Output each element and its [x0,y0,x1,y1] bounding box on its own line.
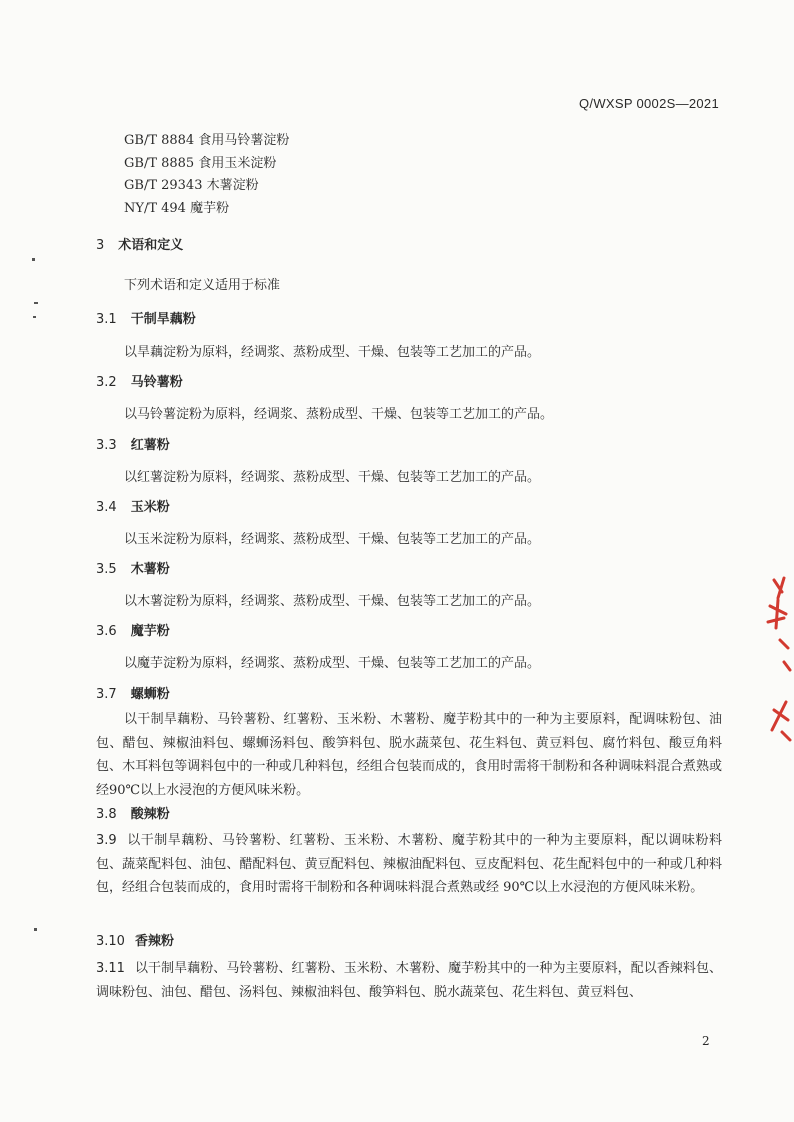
section-title: 术语和定义 [118,238,184,253]
scan-speck [34,928,37,931]
document-code: Q/WXSP 0002S—2021 [579,96,719,111]
term-number: 3.5 [96,562,117,577]
scan-speck [34,302,38,304]
page-number: 2 [702,1034,710,1048]
reference-item: NY/T 494 魔芋粉 [124,201,230,217]
paragraph-text: 以干制旱藕粉、马铃薯粉、红薯粉、玉米粉、木薯粉、魔芋粉其中的一种为主要原料，配以香辣料包、调味粉包、油包、醋包、汤料包、辣椒油料包、酸笋料包、脱水蔬菜包、花生料包、黄豆料包、 [96,961,722,1000]
numbered-paragraph [96,829,722,900]
term-heading [96,620,170,639]
term-heading [96,496,170,515]
term-heading [96,803,170,822]
term-definition: 以木薯淀粉为原料，经调浆、蒸粉成型、干燥、包装等工艺加工的产品。 [124,594,541,609]
term-heading [96,683,170,702]
term-definition: 以魔芋淀粉为原料，经调浆、蒸粉成型、干燥、包装等工艺加工的产品。 [124,656,541,671]
term-number: 3.4 [96,500,117,515]
term-definition: 以马铃薯淀粉为原料，经调浆、蒸粉成型、干燥、包装等工艺加工的产品。 [124,407,554,422]
numbered-paragraph [96,957,722,1004]
reference-item: GB/T 29343 木薯淀粉 [124,178,259,194]
term-title: 香辣粉 [134,934,174,949]
term-definition: 以红薯淀粉为原料，经调浆、蒸粉成型、干燥、包装等工艺加工的产品。 [124,470,541,485]
term-number: 3.8 [96,807,117,822]
term-definition: 以干制旱藕粉、马铃薯粉、红薯粉、玉米粉、木薯粉、魔芋粉其中的一种为主要原料，配调味粉包、油包、醋包、辣椒油料包、螺蛳汤料包、酸笋料包、脱水蔬菜包、花生料包、黄豆料包、腐竹料包、酸豆角料包、木耳料包等调料包中的一种或几种料包，经组合包装而成的，食用时需将干制粉和各种调味料混合煮熟或经90℃以上水浸泡的方便风味米粉。 [96,712,722,798]
red-seal-fragment-strokes [768,578,790,740]
term-number: 3.10 [96,934,125,949]
term-title: 马铃薯粉 [130,375,183,390]
term-heading [96,308,196,327]
scan-speck [32,258,35,261]
paragraph-number: 3.9 [96,833,117,848]
paragraph-number: 3.11 [96,961,125,976]
red-seal-fragment [760,570,794,750]
term-heading [96,371,183,390]
section-intro: 下列术语和定义适用于标准 [124,278,281,293]
term-number: 3.1 [96,312,117,327]
section-heading [96,234,183,253]
term-title: 魔芋粉 [130,624,170,639]
reference-item: GB/T 8885 食用玉米淀粉 [124,155,277,171]
term-definition: 以玉米淀粉为原料，经调浆、蒸粉成型、干燥、包装等工艺加工的产品。 [124,532,541,547]
reference-list [124,130,289,221]
term-title: 红薯粉 [130,438,170,453]
term-number: 3.6 [96,624,117,639]
term-title: 玉米粉 [130,500,170,515]
term-heading [96,558,170,577]
term-title: 木薯粉 [130,562,170,577]
section-number: 3 [96,238,105,253]
term-title: 酸辣粉 [130,807,170,822]
term-title: 干制旱藕粉 [130,312,196,327]
term-number: 3.7 [96,687,117,702]
term-heading [96,434,170,453]
term-title: 螺蛳粉 [130,687,170,702]
term-number: 3.2 [96,375,117,390]
term-heading [96,930,174,949]
term-number: 3.3 [96,438,117,453]
reference-item: GB/T 8884 食用马铃薯淀粉 [124,133,290,148]
paragraph-text: 以干制旱藕粉、马铃薯粉、红薯粉、玉米粉、木薯粉、魔芋粉其中的一种为主要原料，配以调味粉料包、蔬菜配料包、油包、醋配料包、黄豆配料包、辣椒油配料包、豆皮配料包、花生配料包中的一种或几种料包，经组合包装而成的，食用时需将干制粉和各种调味料混合煮熟或经 90℃以上水浸泡的方便风味米粉。 [96,833,722,895]
term-definition: 以旱藕淀粉为原料，经调浆、蒸粉成型、干燥、包装等工艺加工的产品。 [124,345,541,360]
scan-speck [33,316,36,318]
